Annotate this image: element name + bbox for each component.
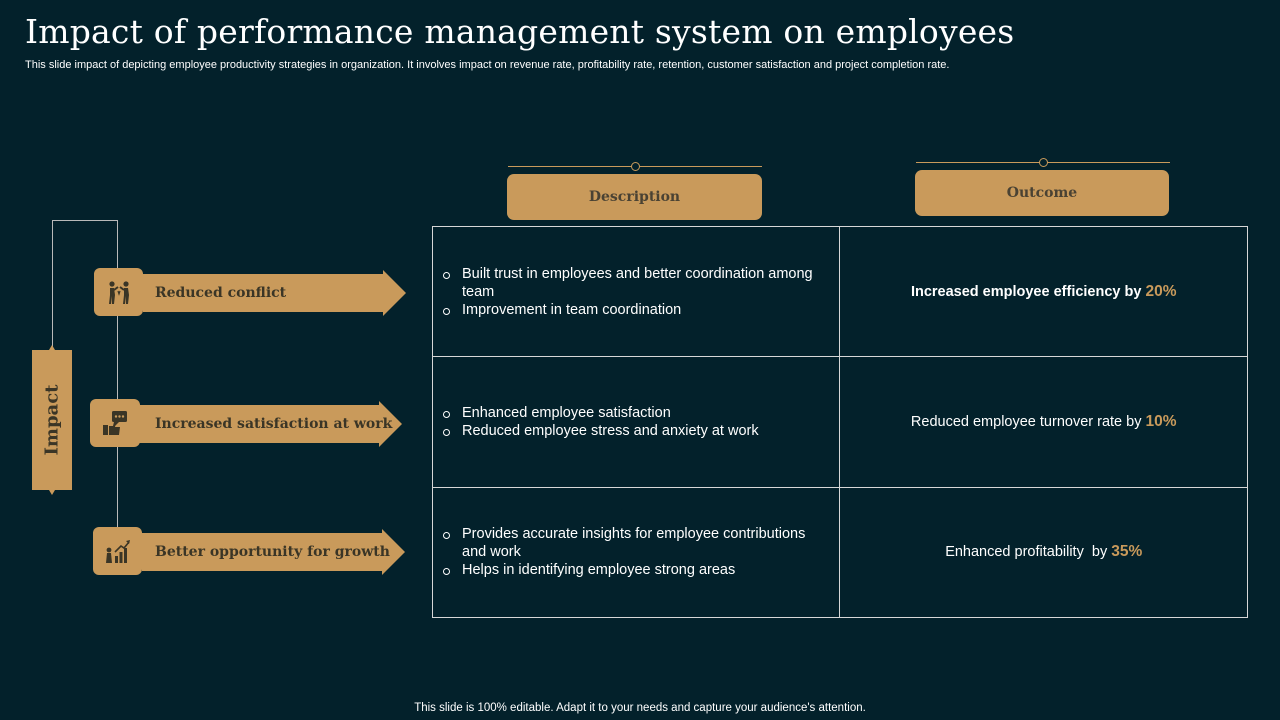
list-item (443, 265, 829, 301)
outcome-text: Increased employee efficiency by (910, 283, 1142, 300)
list-item (443, 404, 829, 422)
outcome-text: Enhanced profitability by (945, 544, 1108, 561)
outcome-value: 10% (1145, 412, 1177, 430)
bullet-icon (443, 532, 450, 539)
bullet-text: Helps in identifying employee strong areas (462, 562, 736, 579)
table-row (433, 227, 1248, 357)
list-item (443, 422, 829, 440)
list-item (443, 525, 829, 561)
bullet-text: Enhanced employee satisfaction (462, 404, 671, 421)
row-2-label: Increased satisfaction at work (155, 416, 393, 432)
outcome-header: Outcome (915, 170, 1169, 216)
impact-label: Impact (41, 384, 63, 456)
bullet-list (443, 404, 829, 440)
row-3-icon-box (93, 527, 142, 575)
outcome-cell (840, 357, 1248, 487)
page-title: Impact of performance management system on employees (25, 12, 1015, 51)
row-1-label: Reduced conflict (155, 285, 287, 301)
bullet-icon (443, 308, 450, 315)
description-header: Description (507, 174, 762, 220)
outcome-cell (840, 487, 1248, 617)
bullet-text: Improvement in team coordination (462, 301, 682, 318)
bullet-list (443, 265, 829, 319)
row-2-icon-box (90, 399, 140, 447)
satisfaction-chat-icon (101, 409, 129, 437)
bullet-icon (443, 568, 450, 575)
description-cell (433, 487, 840, 617)
bullet-icon (443, 429, 450, 436)
bullet-icon (443, 411, 450, 418)
row-1-icon-box (94, 268, 143, 316)
outcome-header-dot (1039, 158, 1048, 167)
impact-table (432, 226, 1248, 618)
growth-chart-icon (104, 537, 132, 565)
list-item (443, 301, 829, 319)
bullet-text: Reduced employee stress and anxiety at work (462, 422, 759, 439)
outcome-value: 20% (1145, 282, 1177, 300)
bullet-text: Provides accurate insights for employee contributions and work (462, 526, 806, 561)
table-row (433, 487, 1248, 617)
bullet-list (443, 525, 829, 579)
bullet-icon (443, 272, 450, 279)
page-subtitle: This slide impact of depicting employee productivity strategies in organization. It involves impact on revenue rate, profitability rate, retention, customer satisfaction and project completion rate. (25, 59, 950, 71)
outcome-cell (840, 227, 1248, 357)
list-item (443, 561, 829, 579)
description-cell (433, 227, 840, 357)
bullet-text: Built trust in employees and better coordination among team (462, 265, 813, 300)
description-cell (433, 357, 840, 487)
footer-note: This slide is 100% editable. Adapt it to your needs and capture your audience's attention. (414, 702, 866, 714)
row-3-label: Better opportunity for growth (155, 544, 390, 560)
outcome-text: Reduced employee turnover rate by (910, 413, 1142, 430)
outcome-value: 35% (1111, 543, 1143, 561)
people-conflict-icon (105, 278, 133, 306)
table-row (433, 357, 1248, 487)
description-header-dot (631, 162, 640, 171)
